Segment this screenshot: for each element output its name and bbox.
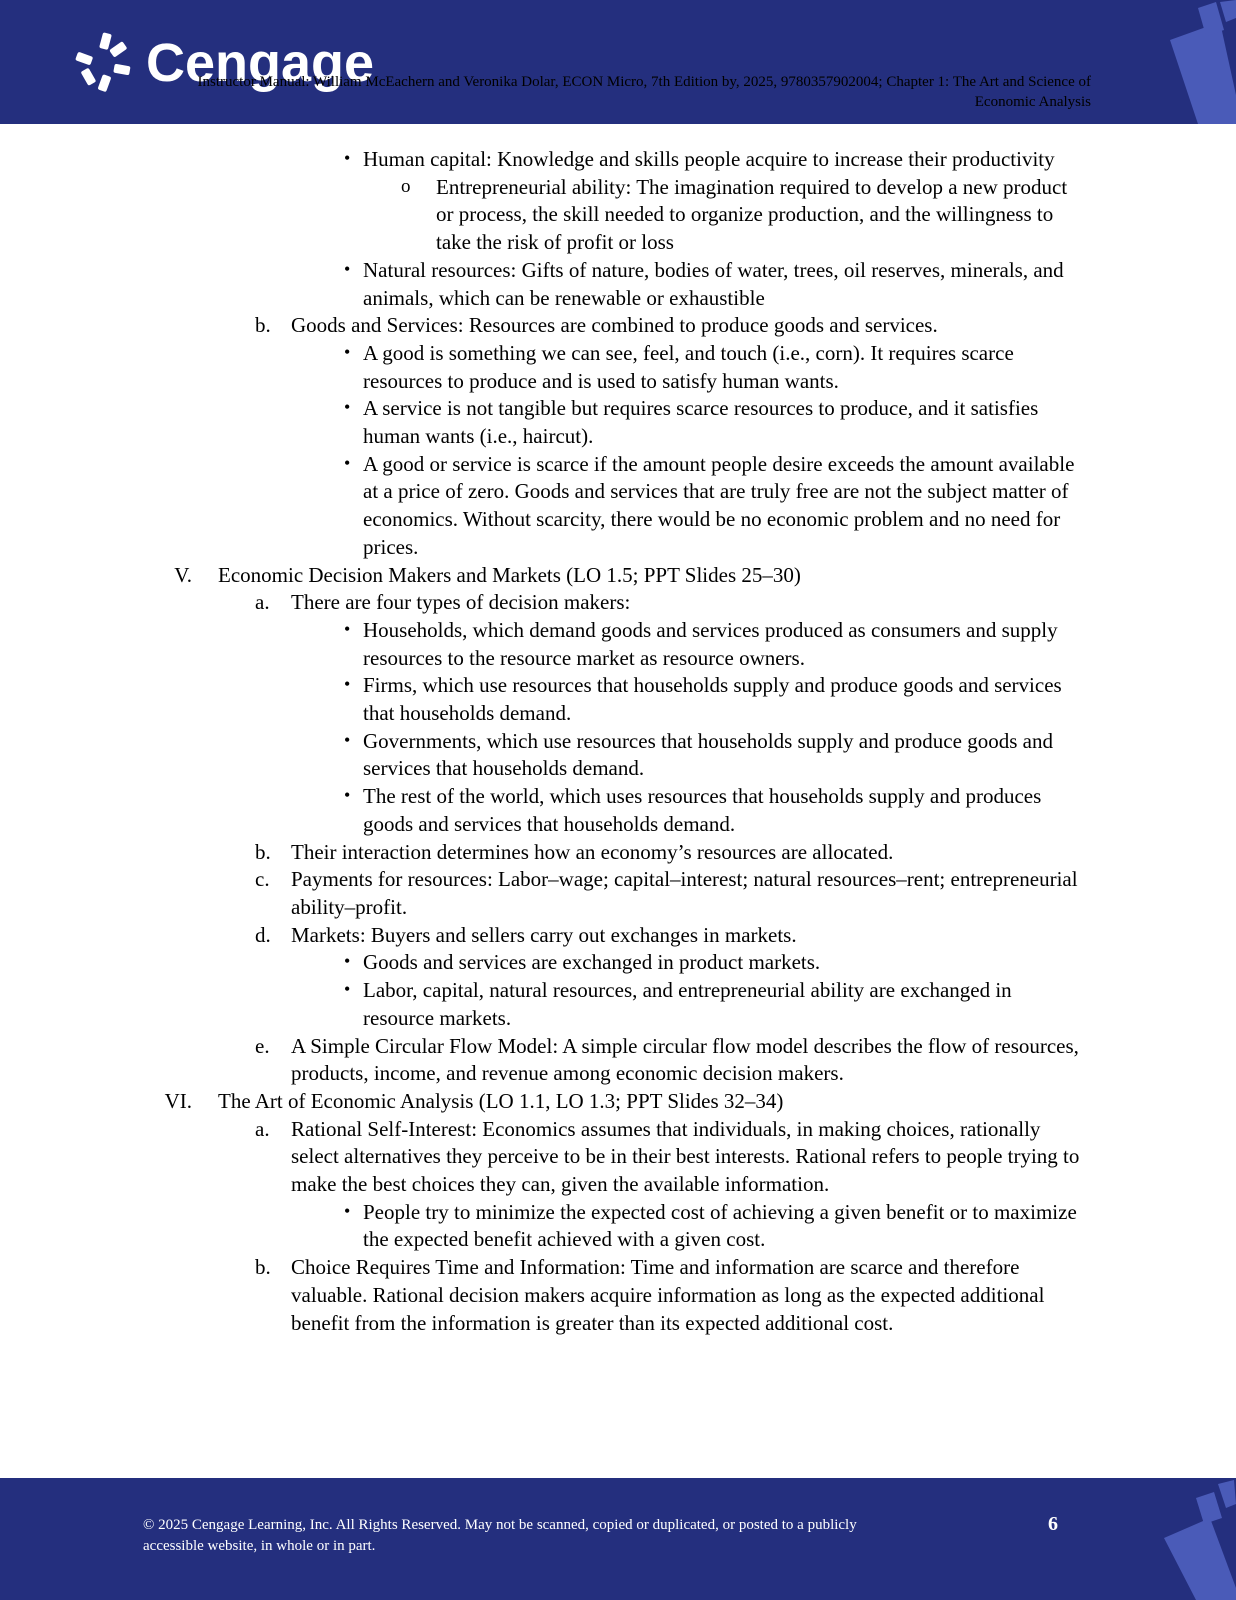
list-item-text: Rational Self-Interest: Economics assumes that individuals, in making choices, rationally select alternatives they perceive to be in their best interests. Rational refers to people trying to make the best choices they can, given the available information. [291, 1116, 1080, 1197]
section-heading [0, 1088, 1088, 1116]
list-item-text: A Simple Circular Flow Model: A simple circular flow model describes the flow of resources, products, income, and revenue among economic decision makers. [291, 1033, 1079, 1086]
list-item-text: A good or service is scarce if the amount people desire exceeds the amount available at a price of zero. Goods and services that are truly free are not the subject matter of economics. Without scarcity, there would be no economic problem and no need for prices. [363, 451, 1075, 559]
list-item-text: There are four types of decision makers: [291, 590, 631, 615]
list-item [0, 839, 1087, 867]
list-item-text: Goods and services are exchanged in product markets. [363, 950, 821, 975]
section-heading-text: Economic Decision Makers and Markets (LO 1.5; PPT Slides 25–30) [218, 562, 801, 587]
list-item-text: A service is not tangible but requires scarce resources to produce, and it satisfies human wants (i.e., haircut). [363, 396, 1039, 449]
list-item [0, 451, 1088, 562]
list-item [0, 1254, 1087, 1337]
letter-marker: d. [255, 922, 271, 947]
decorative-shapes-icon [1150, 0, 1236, 124]
list-item [0, 340, 1088, 395]
list-item [0, 672, 1088, 727]
page-header [0, 0, 1236, 124]
list-item [0, 977, 1088, 1032]
section-heading [0, 562, 1088, 590]
list-item-text: Firms, which use resources that households supply and produce goods and services that households demand. [363, 673, 1062, 726]
bullet-marker: • [344, 618, 351, 639]
list-item [0, 1199, 1088, 1254]
list-item-text: Payments for resources: Labor–wage; capital–interest; natural resources–rent; entrepreneurial ability–profit. [291, 867, 1078, 919]
list-item [0, 617, 1088, 672]
list-item-text: Natural resources: Gifts of nature, bodies of water, trees, oil reserves, minerals, and animals, which can be renewable or exhaustible [363, 257, 1064, 310]
list-item-text: Markets: Buyers and sellers carry out exchanges in markets. [291, 922, 797, 947]
list-item-text: Households, which demand goods and services produced as consumers and supply resources to the resource market as resource owners. [363, 617, 1058, 670]
section-heading-text: The Art of Economic Analysis (LO 1.1, LO 1.3; PPT Slides 32–34) [218, 1088, 784, 1113]
bullet-marker: • [344, 951, 351, 972]
page-number: 6 [1048, 1513, 1058, 1535]
list-item-text: Goods and Services: Resources are combined to produce goods and services. [291, 313, 938, 338]
bullet-marker: • [344, 341, 351, 362]
list-item [0, 146, 1088, 174]
list-item-text: Human capital: Knowledge and skills people acquire to increase their productivity [363, 147, 1055, 171]
letter-marker: a. [255, 1116, 270, 1141]
letter-marker: e. [255, 1033, 270, 1058]
bullet-marker: • [344, 397, 351, 418]
list-item [0, 395, 1088, 450]
decorative-shapes-icon [1150, 1478, 1236, 1600]
list-item-text: Choice Requires Time and Information: Time and information are scarce and therefore valuable. Rational decision makers acquire information as long as the expected additional benefit from the information is greater than its expected additional cost. [291, 1255, 1045, 1335]
list-item [0, 783, 1088, 838]
letter-marker: c. [255, 867, 270, 892]
bullet-marker: • [344, 148, 351, 168]
bullet-marker: • [344, 452, 351, 473]
list-item [0, 1033, 1087, 1088]
list-item [0, 949, 1088, 977]
letter-marker: a. [255, 590, 270, 615]
bullet-marker: • [344, 979, 351, 1000]
list-item [0, 866, 1087, 921]
bullet-marker: • [344, 674, 351, 695]
list-item [0, 174, 1088, 257]
list-item-text: Governments, which use resources that households supply and produce goods and services that households demand. [363, 728, 1053, 781]
copyright-notice: © 2025 Cengage Learning, Inc. All Rights Reserved. May not be scanned, copied or duplicated, or posted to a publicly accessible website, in whole or in part. [143, 1517, 857, 1554]
list-item-text: Their interaction determines how an economy’s resources are allocated. [291, 839, 894, 864]
list-item [0, 728, 1088, 783]
bullet-marker: • [344, 785, 351, 806]
list-item-text: Labor, capital, natural resources, and entrepreneurial ability are exchanged in resource markets. [363, 978, 1012, 1030]
list-item-text: People try to minimize the expected cost of achieving a given benefit or to maximize the expected benefit achieved with a given cost. [363, 1199, 1077, 1252]
running-head: Instructor Manual: William McEachern and Veronika Dolar, ECON Micro, 7th Edition by, 2025, 9780357902004; Chapter 1: The Art and Science of Economic Analysis [197, 74, 1091, 110]
letter-marker: b. [255, 313, 271, 338]
logo-wordmark: Cengage [146, 33, 375, 93]
roman-marker: V. [174, 562, 192, 587]
bullet-marker: • [344, 258, 351, 279]
list-item [0, 312, 1087, 340]
list-item [0, 257, 1088, 312]
bullet-marker: • [344, 1200, 351, 1221]
list-item [0, 922, 1087, 950]
list-item-text: Entrepreneurial ability: The imagination required to develop a new product or process, the skill needed to organize production, and the willingness to take the risk of profit or loss [436, 174, 1068, 255]
letter-marker: b. [255, 839, 271, 864]
list-item-text: The rest of the world, which uses resources that households supply and produces goods and services that households demand. [363, 784, 1042, 836]
cengage-logo-mark-icon [74, 31, 138, 95]
sub-bullet-marker: o [401, 175, 411, 197]
list-item-text: A good is something we can see, feel, and touch (i.e., corn). It requires scarce resources to produce and is used to satisfy human wants. [363, 340, 1014, 393]
document-body [0, 146, 1236, 1337]
list-item [0, 589, 1087, 617]
letter-marker: b. [255, 1255, 271, 1280]
bullet-marker: • [344, 729, 351, 750]
roman-marker: VI. [164, 1088, 192, 1113]
list-item [0, 1116, 1087, 1199]
